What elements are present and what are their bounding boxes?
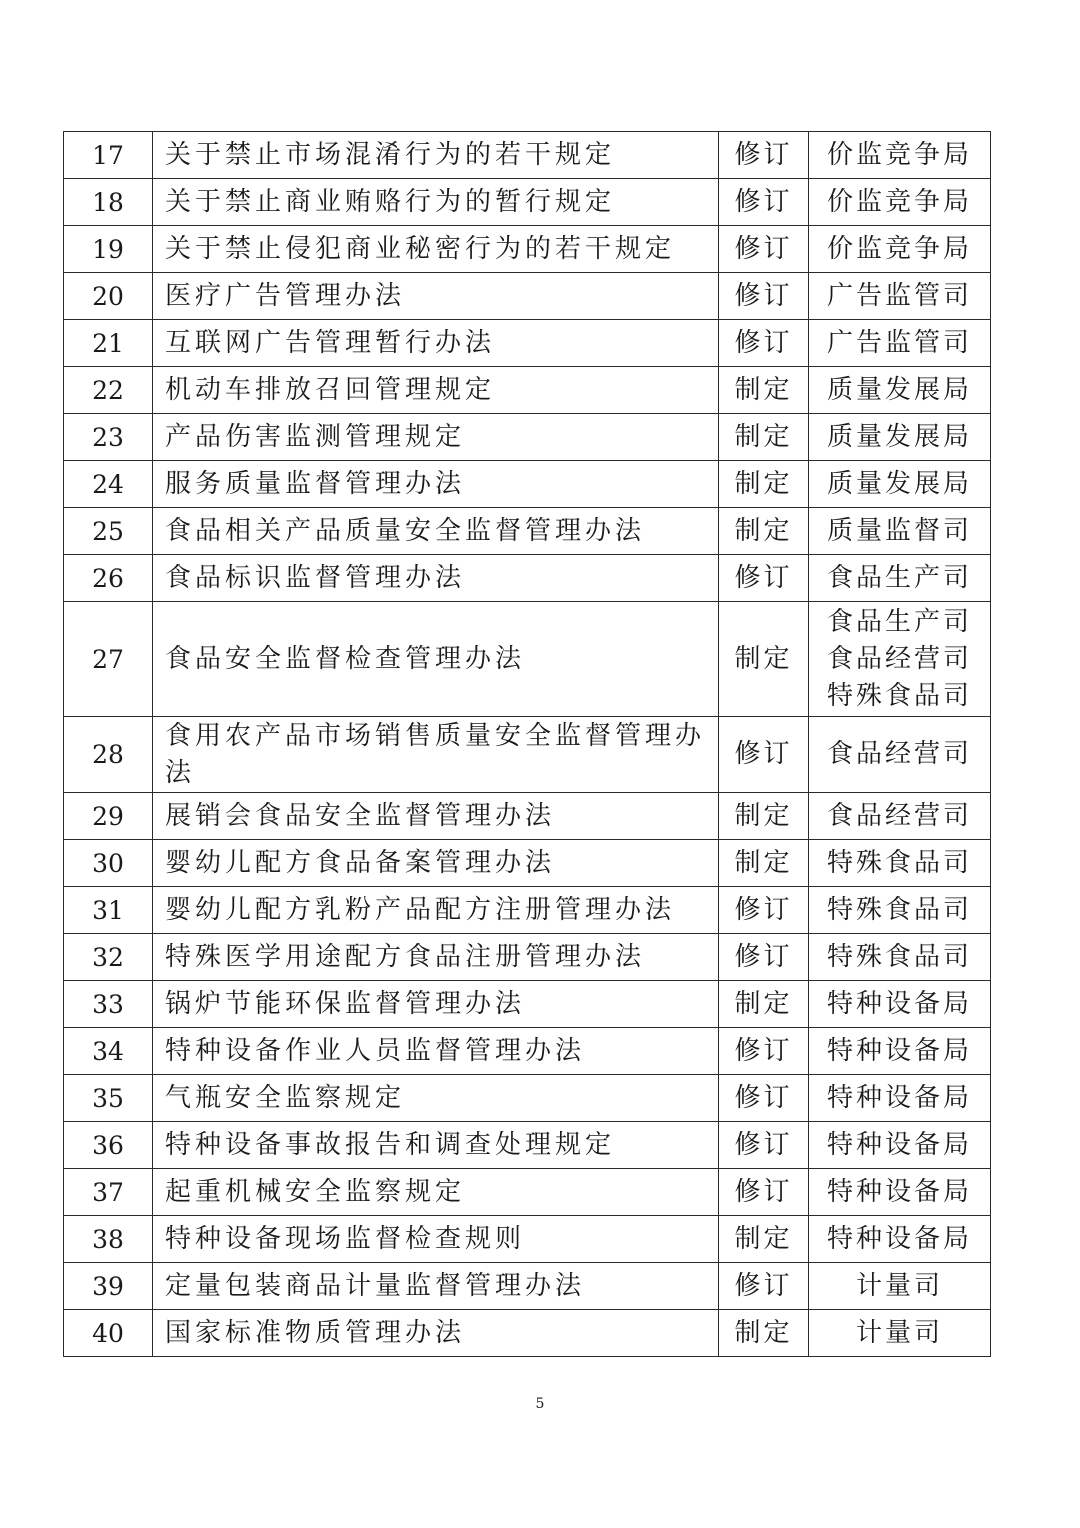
responsible-department — [809, 1310, 991, 1357]
table-row — [64, 320, 991, 367]
row-number: 23 — [64, 414, 153, 461]
department-name: 广告监管司 — [826, 327, 972, 358]
regulation-title: 气瓶安全监察规定 — [153, 1075, 719, 1122]
row-number: 31 — [64, 887, 153, 934]
responsible-department — [809, 179, 991, 226]
table-row — [64, 508, 991, 555]
responsible-department — [809, 226, 991, 273]
department-name: 食品生产司 — [826, 606, 972, 637]
table-row — [64, 367, 991, 414]
row-number: 28 — [64, 717, 153, 793]
table-row — [64, 793, 991, 840]
row-number: 36 — [64, 1122, 153, 1169]
row-number: 39 — [64, 1263, 153, 1310]
responsible-department — [809, 1028, 991, 1075]
responsible-department — [809, 508, 991, 555]
action-type: 制定 — [719, 981, 809, 1028]
regulation-title: 特种设备作业人员监督管理办法 — [153, 1028, 719, 1075]
regulation-title: 特种设备现场监督检查规则 — [153, 1216, 719, 1263]
department-name: 特殊食品司 — [826, 680, 972, 711]
row-number: 34 — [64, 1028, 153, 1075]
responsible-department — [809, 132, 991, 179]
table-row — [64, 461, 991, 508]
department-name: 广告监管司 — [826, 280, 972, 311]
regulation-title: 产品伤害监测管理规定 — [153, 414, 719, 461]
action-type: 修订 — [719, 320, 809, 367]
table-row — [64, 1263, 991, 1310]
department-name: 特殊食品司 — [826, 894, 972, 925]
table-row — [64, 602, 991, 717]
row-number: 24 — [64, 461, 153, 508]
action-type: 修订 — [719, 179, 809, 226]
action-type: 制定 — [719, 793, 809, 840]
table-row — [64, 1216, 991, 1263]
row-number: 35 — [64, 1075, 153, 1122]
action-type: 修订 — [719, 132, 809, 179]
regulation-title: 食品安全监督检查管理办法 — [153, 602, 719, 717]
row-number: 18 — [64, 179, 153, 226]
department-name: 特种设备局 — [826, 1082, 972, 1113]
responsible-department — [809, 1075, 991, 1122]
responsible-department — [809, 461, 991, 508]
regulation-title: 服务质量监督管理办法 — [153, 461, 719, 508]
action-type: 修订 — [719, 1075, 809, 1122]
row-number: 26 — [64, 555, 153, 602]
responsible-department — [809, 793, 991, 840]
department-name: 特殊食品司 — [826, 941, 972, 972]
table-row — [64, 840, 991, 887]
responsible-department — [809, 887, 991, 934]
department-name: 质量发展局 — [826, 421, 972, 452]
row-number: 32 — [64, 934, 153, 981]
table-row — [64, 179, 991, 226]
department-name: 食品经营司 — [826, 643, 972, 674]
table-row — [64, 717, 991, 793]
action-type: 制定 — [719, 840, 809, 887]
row-number: 20 — [64, 273, 153, 320]
regulation-title: 食用农产品市场销售质量安全监督管理办法 — [153, 717, 719, 793]
action-type: 制定 — [719, 1310, 809, 1357]
table-row — [64, 273, 991, 320]
action-type: 制定 — [719, 508, 809, 555]
regulation-table-body — [64, 132, 991, 1357]
department-name: 价监竞争局 — [826, 186, 972, 217]
row-number: 25 — [64, 508, 153, 555]
regulation-title: 特种设备事故报告和调查处理规定 — [153, 1122, 719, 1169]
responsible-department — [809, 1263, 991, 1310]
action-type: 修订 — [719, 1169, 809, 1216]
responsible-department — [809, 273, 991, 320]
row-number: 37 — [64, 1169, 153, 1216]
responsible-department — [809, 367, 991, 414]
regulation-title: 国家标准物质管理办法 — [153, 1310, 719, 1357]
action-type: 修订 — [719, 887, 809, 934]
table-row — [64, 1310, 991, 1357]
page-number: 5 — [535, 1396, 545, 1412]
regulation-title: 关于禁止市场混淆行为的若干规定 — [153, 132, 719, 179]
department-name: 特种设备局 — [826, 1223, 972, 1254]
department-name: 计量司 — [855, 1317, 943, 1348]
responsible-department — [809, 414, 991, 461]
responsible-department — [809, 981, 991, 1028]
row-number: 19 — [64, 226, 153, 273]
action-type: 修订 — [719, 555, 809, 602]
department-name: 特种设备局 — [826, 1176, 972, 1207]
regulation-table — [63, 131, 991, 1357]
action-type: 制定 — [719, 367, 809, 414]
row-number: 29 — [64, 793, 153, 840]
action-type: 制定 — [719, 1216, 809, 1263]
table-row — [64, 555, 991, 602]
row-number: 30 — [64, 840, 153, 887]
responsible-department — [809, 934, 991, 981]
department-name: 价监竞争局 — [826, 139, 972, 170]
table-row — [64, 1075, 991, 1122]
responsible-department — [809, 1216, 991, 1263]
table-row — [64, 226, 991, 273]
regulation-title: 展销会食品安全监督管理办法 — [153, 793, 719, 840]
responsible-department — [809, 717, 991, 793]
department-name: 质量发展局 — [826, 374, 972, 405]
table-row — [64, 1122, 991, 1169]
regulation-title: 食品相关产品质量安全监督管理办法 — [153, 508, 719, 555]
regulation-title: 特殊医学用途配方食品注册管理办法 — [153, 934, 719, 981]
regulation-title: 婴幼儿配方食品备案管理办法 — [153, 840, 719, 887]
action-type: 修订 — [719, 1122, 809, 1169]
table-row — [64, 1028, 991, 1075]
row-number: 40 — [64, 1310, 153, 1357]
action-type: 制定 — [719, 602, 809, 717]
table-row — [64, 1169, 991, 1216]
row-number: 38 — [64, 1216, 153, 1263]
regulation-title: 医疗广告管理办法 — [153, 273, 719, 320]
regulation-title: 起重机械安全监察规定 — [153, 1169, 719, 1216]
row-number: 21 — [64, 320, 153, 367]
responsible-department — [809, 602, 991, 717]
department-name: 特种设备局 — [826, 1035, 972, 1066]
table-row — [64, 887, 991, 934]
regulation-title: 互联网广告管理暂行办法 — [153, 320, 719, 367]
table-row — [64, 414, 991, 461]
responsible-department — [809, 840, 991, 887]
department-name: 价监竞争局 — [826, 233, 972, 264]
regulation-title: 关于禁止商业贿赂行为的暂行规定 — [153, 179, 719, 226]
responsible-department — [809, 555, 991, 602]
action-type: 修订 — [719, 226, 809, 273]
regulation-title: 关于禁止侵犯商业秘密行为的若干规定 — [153, 226, 719, 273]
department-name: 特种设备局 — [826, 1129, 972, 1160]
regulation-title: 锅炉节能环保监督管理办法 — [153, 981, 719, 1028]
table-row — [64, 132, 991, 179]
regulation-title: 定量包装商品计量监督管理办法 — [153, 1263, 719, 1310]
action-type: 制定 — [719, 414, 809, 461]
department-name: 特种设备局 — [826, 988, 972, 1019]
action-type: 修订 — [719, 1028, 809, 1075]
action-type: 修订 — [719, 273, 809, 320]
action-type: 制定 — [719, 461, 809, 508]
responsible-department — [809, 1169, 991, 1216]
row-number: 33 — [64, 981, 153, 1028]
responsible-department — [809, 320, 991, 367]
department-name: 食品经营司 — [826, 800, 972, 831]
regulation-title: 食品标识监督管理办法 — [153, 555, 719, 602]
responsible-department — [809, 1122, 991, 1169]
table-row — [64, 981, 991, 1028]
regulation-title: 机动车排放召回管理规定 — [153, 367, 719, 414]
regulation-title: 婴幼儿配方乳粉产品配方注册管理办法 — [153, 887, 719, 934]
row-number: 27 — [64, 602, 153, 717]
department-name: 质量监督司 — [826, 515, 972, 546]
action-type: 修订 — [719, 934, 809, 981]
row-number: 17 — [64, 132, 153, 179]
table-row — [64, 934, 991, 981]
department-name: 食品生产司 — [826, 562, 972, 593]
row-number: 22 — [64, 367, 153, 414]
department-name: 食品经营司 — [826, 739, 972, 769]
department-name: 特殊食品司 — [826, 847, 972, 878]
department-name: 计量司 — [855, 1270, 943, 1301]
department-name: 质量发展局 — [826, 468, 972, 499]
action-type: 修订 — [719, 717, 809, 793]
action-type: 修订 — [719, 1263, 809, 1310]
